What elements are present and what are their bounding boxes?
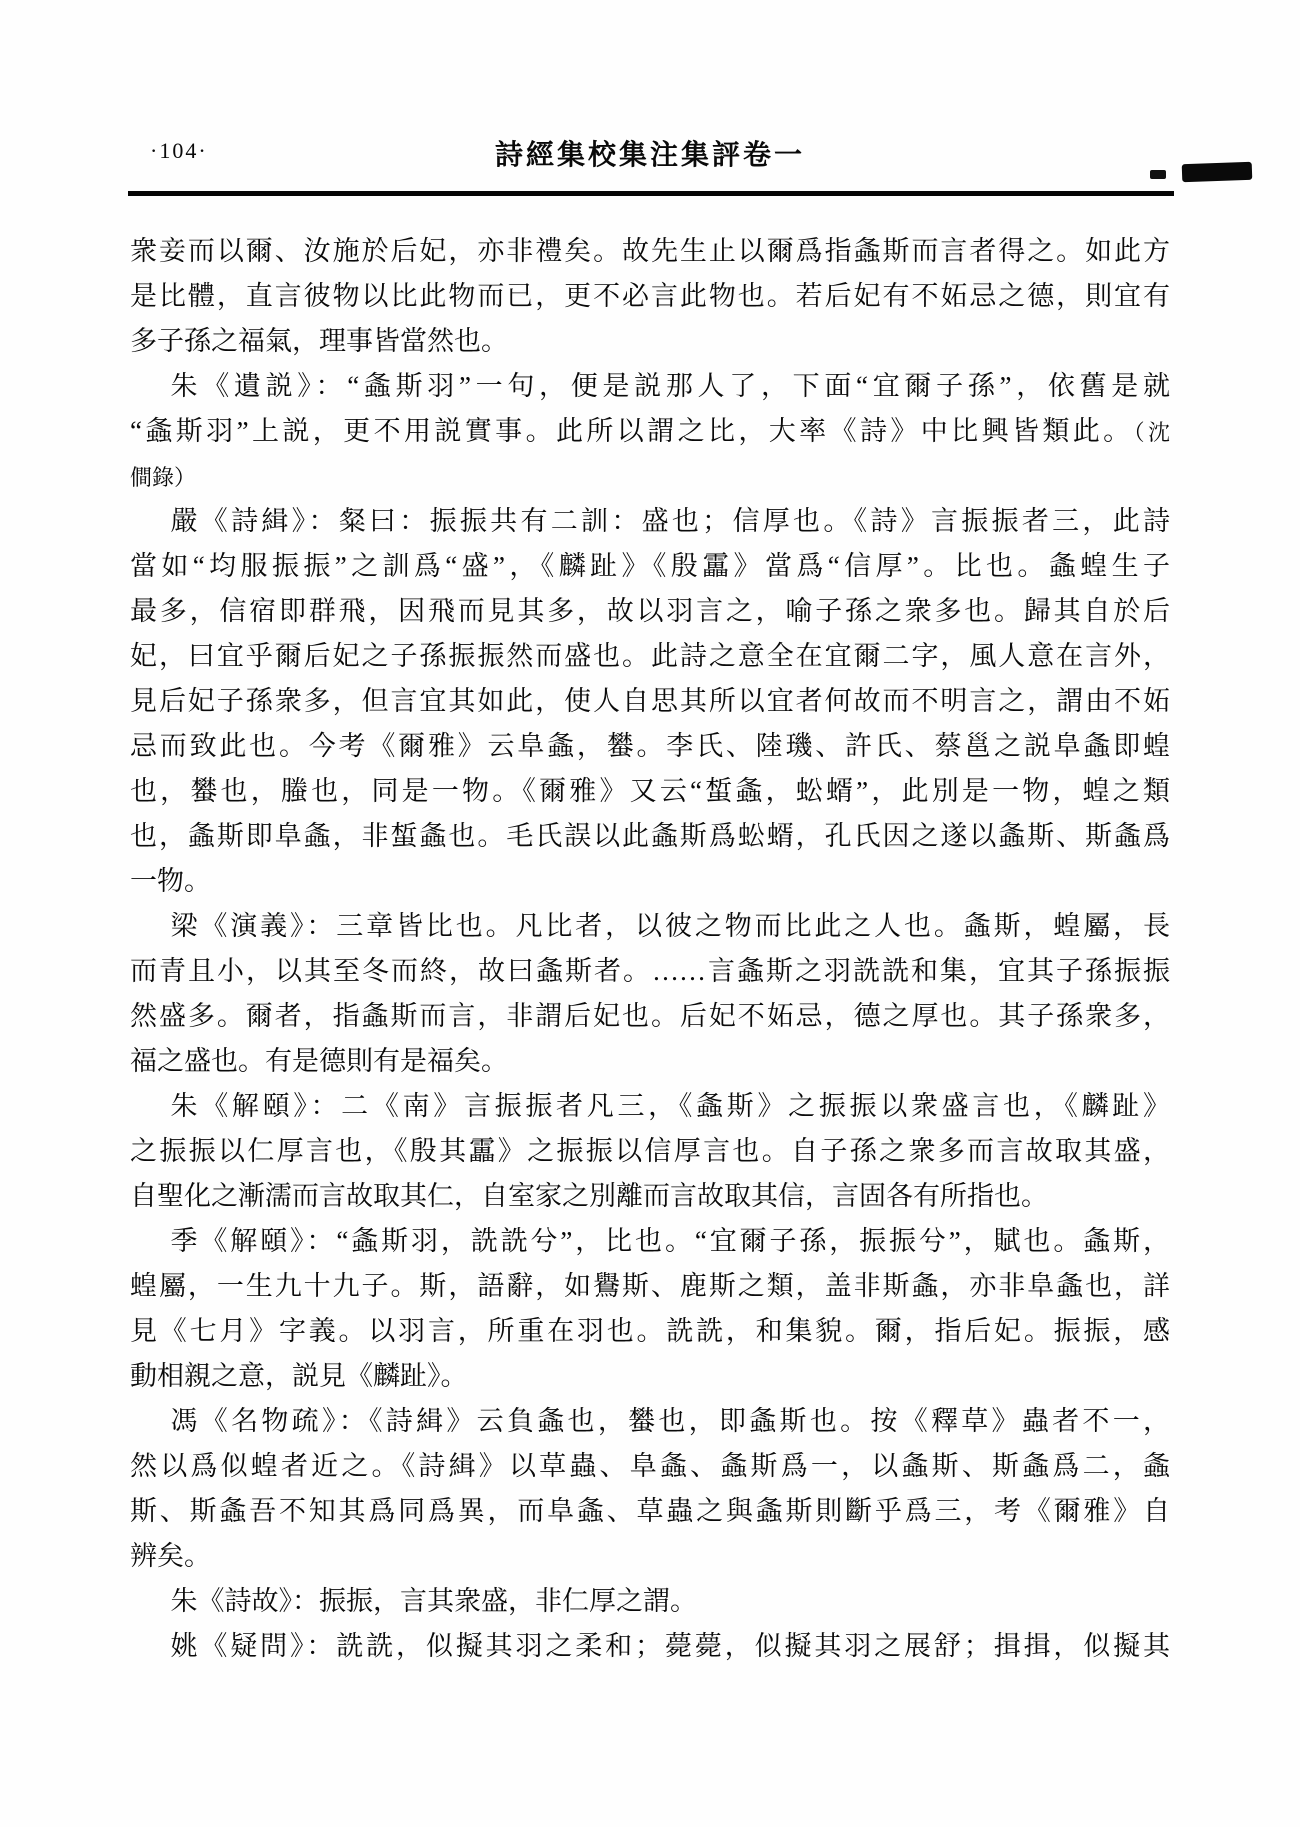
text-line (130, 409, 1170, 454)
text-run: 也，蠜也，螣也，同是一物。《爾雅》又云“蜤螽，蚣蝑”，此別是一物，蝗之類 (130, 776, 1170, 806)
text-line (130, 454, 1170, 499)
text-line (130, 364, 1170, 409)
text-run: 梁《演義》：三章皆比也。凡比者，以彼之物而比此之人也。螽斯，蝗屬，長 (170, 911, 1170, 941)
text-line (130, 1579, 1170, 1624)
text-run: 之振振以仁厚言也，《殷其靁》之振振以信厚言也。自子孫之衆多而言故取其盛， (130, 1136, 1170, 1166)
page-title: 詩經集校集注集評卷一 (494, 140, 805, 171)
text-run: 然以爲似蝗者近之。《詩緝》以草蟲、阜螽、螽斯爲一，以螽斯、斯螽爲二，螽 (130, 1451, 1170, 1481)
text-run: 忌而致此也。今考《爾雅》云阜螽，蠜。李氏、陸璣、許氏、蔡邕之説阜螽即蝗 (130, 731, 1170, 761)
text-line (130, 859, 1170, 904)
text-line (130, 319, 1170, 364)
text-line (130, 724, 1170, 769)
text-run: 然盛多。爾者，指螽斯而言，非謂后妃也。后妃不妬忌，德之厚也。其子孫衆多， (130, 1001, 1170, 1031)
text-run: （沈 (1133, 420, 1170, 445)
text-run: 是比體，直言彼物以比此物而已，更不必言此物也。若后妃有不妬忌之德，則宜有 (130, 281, 1170, 311)
text-run: 衆妾而以爾、汝施於后妃，亦非禮矣。故先生止以爾爲指螽斯而言者得之。如此方 (130, 236, 1170, 266)
text-run: 朱《詩故》：振振，言其衆盛，非仁厚之謂。 (170, 1586, 697, 1616)
ink-smudge (1150, 170, 1166, 179)
text-line (130, 1399, 1170, 1444)
text-line (130, 949, 1170, 994)
text-run: 嚴《詩緝》：粲曰：振振共有二訓：盛也；信厚也。《詩》言振振者三，此詩 (170, 506, 1170, 536)
text-run: 一物。 (130, 866, 211, 896)
text-run: 蝗屬，一生九十九子。斯，語辭，如鸒斯、鹿斯之類，盖非斯螽，亦非阜螽也，詳 (130, 1271, 1170, 1301)
text-run: 馮《名物疏》：《詩緝》云負螽也，蠜也，即螽斯也。按《釋草》蟲者不一， (170, 1406, 1170, 1436)
text-line (130, 679, 1170, 724)
text-line (130, 1534, 1170, 1579)
text-line (130, 904, 1170, 949)
text-line (130, 1039, 1170, 1084)
text-run: 多子孫之福氣，理事皆當然也。 (130, 326, 508, 356)
text-line (130, 274, 1170, 319)
text-run: 而青且小，以其至冬而終，故曰螽斯者。……言螽斯之羽詵詵和集，宜其子孫振振 (130, 956, 1170, 986)
text-block (130, 229, 1170, 1669)
text-run: 當如“均服振振”之訓爲“盛”，《麟趾》《殷靁》當爲“信厚”。比也。螽蝗生子 (130, 551, 1170, 581)
text-line (130, 1219, 1170, 1264)
ink-smudge (1182, 162, 1253, 182)
text-run: 動相親之意，説見《麟趾》。 (130, 1361, 468, 1391)
text-run: “螽斯羽”上説，更不用説實事。此所以謂之比，大率《詩》中比興皆類此。 (130, 416, 1134, 446)
text-run: 季《解頤》：“螽斯羽，詵詵兮”，比也。“宜爾子孫，振振兮”，賦也。螽斯， (170, 1226, 1170, 1256)
text-line (130, 1129, 1170, 1174)
text-run: 妃，曰宜乎爾后妃之子孫振振然而盛也。此詩之意全在宜爾二字，風人意在言外， (130, 641, 1170, 671)
text-line (130, 544, 1170, 589)
text-line (130, 1084, 1170, 1129)
text-line (130, 1624, 1170, 1669)
text-line (130, 499, 1170, 544)
text-line (130, 1489, 1170, 1534)
text-run: 福之盛也。有是德則有是福矣。 (130, 1046, 508, 1076)
text-line (130, 229, 1170, 274)
text-line (130, 1264, 1170, 1309)
text-line (130, 1309, 1170, 1354)
text-line (130, 814, 1170, 859)
text-run: 僴錄） (130, 465, 197, 490)
text-run: 辨矣。 (130, 1541, 211, 1571)
text-run: 朱《解頤》：二《南》言振振者凡三，《螽斯》之振振以衆盛言也，《麟趾》 (170, 1091, 1170, 1121)
text-run: 見后妃子孫衆多，但言宜其如此，使人自思其所以宜者何故而不明言之，謂由不妬 (130, 686, 1170, 716)
text-run: 朱《遺説》：“螽斯羽”一句，便是説那人了，下面“宜爾子孫”，依舊是就 (170, 371, 1170, 401)
text-line (130, 1354, 1170, 1399)
text-line (130, 1444, 1170, 1489)
text-run: 斯、斯螽吾不知其爲同爲異，而阜螽、草蟲之與螽斯則斷乎爲三，考《爾雅》自 (130, 1496, 1170, 1526)
header-divider (128, 191, 1174, 196)
text-line (130, 769, 1170, 814)
text-line (130, 994, 1170, 1039)
text-run: 最多，信宿即群飛，因飛而見其多，故以羽言之，喻子孫之衆多也。歸其自於后 (130, 596, 1170, 626)
text-line (130, 589, 1170, 634)
text-run: 也，螽斯即阜螽，非蜤螽也。毛氏誤以此螽斯爲蚣蝑，孔氏因之遂以螽斯、斯螽爲 (130, 821, 1170, 851)
text-line (130, 1174, 1170, 1219)
text-line (130, 634, 1170, 679)
text-run: 姚《疑問》：詵詵，似擬其羽之柔和；薨薨，似擬其羽之展舒；揖揖，似擬其 (170, 1631, 1170, 1661)
text-run: 見《七月》字義。以羽言，所重在羽也。詵詵，和集貌。爾，指后妃。振振，感 (130, 1316, 1170, 1346)
text-run: 自聖化之漸濡而言故取其仁，自室家之別離而言故取其信，言固各有所指也。 (130, 1181, 1048, 1211)
page-number: ·104· (150, 138, 208, 163)
